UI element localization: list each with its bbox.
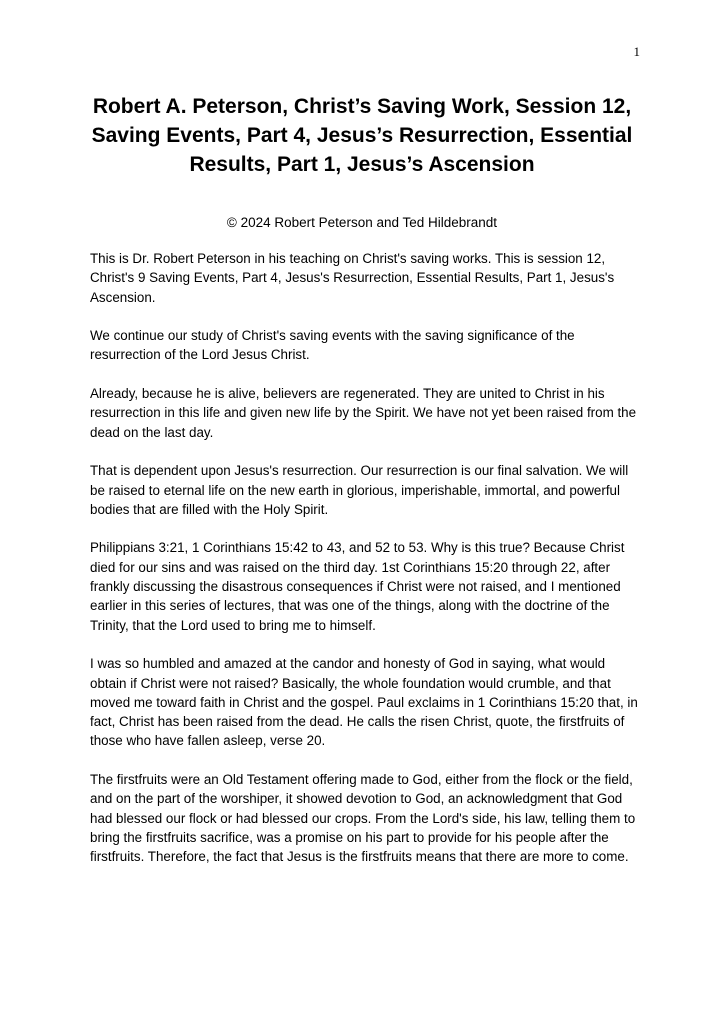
document-title: Robert A. Peterson, Christ’s Saving Work, Session 12, Saving Events, Part 4, Jesus’s Resurrection, Essential Results, Part 1, Jesus’s Ascension [91,95,633,176]
paragraph: We continue our study of Christ's saving events with the saving significance of the resurrection of the Lord Jesus Christ. [90,328,575,363]
paragraph: I was so humbled and amazed at the candor and honesty of God in saying, what would obtain if Christ were not raised? Basically, the whole foundation would crumble, and that moved me toward faith in Christ and the gospel. Paul exclaims in 1 Corinthians 15:20 that, in fact, Christ has been raised from the dead. He calls the risen Christ, quote, the firstfruits of those who have fallen asleep, verse 20. [90,656,638,749]
paragraph: The firstfruits were an Old Testament offering made to God, either from the flock or the field, and on the part of the worshiper, it showed devotion to God, an acknowledgment that God had blessed our flock or had blessed our crops. From the Lord's side, his law, telling them to bring the firstfruits sacrifice, was a promise on his part to provide for his people after the firstfruits. Therefore, the fact that Jesus is the firstfruits means that there are more to come. [90,772,636,865]
paragraph: That is dependent upon Jesus's resurrection. Our resurrection is our final salvation. We will be raised to eternal life on the new earth in glorious, imperishable, immortal, and powerful bodies that are filled with the Holy Spirit. [90,463,629,517]
paragraph: This is Dr. Robert Peterson in his teaching on Christ's saving works. This is session 12, Christ's 9 Saving Events, Part 4, Jesus's Resurrection, Essential Results, Part 1, Jesus's Ascension. [90,251,615,305]
paragraph: Already, because he is alive, believers are regenerated. They are united to Christ in his resurrection in this life and given new life by the Spirit. We have not yet been raised from the dead on the last day. [90,386,637,440]
copyright-line: © 2024 Robert Peterson and Ted Hildebrandt [226,215,498,230]
body-text [90,249,640,886]
page-number: 1 [633,44,640,59]
paragraph: Philippians 3:21, 1 Corinthians 15:42 to 43, and 52 to 53. Why is this true? Because Christ died for our sins and was raised on the third day. 1st Corinthians 15:20 through 22, after frankly discussing the disastrous consequences if Christ were not raised, and I mentioned earlier in this series of lectures, that was one of the things, along with the doctrine of the Trinity, that the Lord used to bring me to himself. [90,540,625,633]
